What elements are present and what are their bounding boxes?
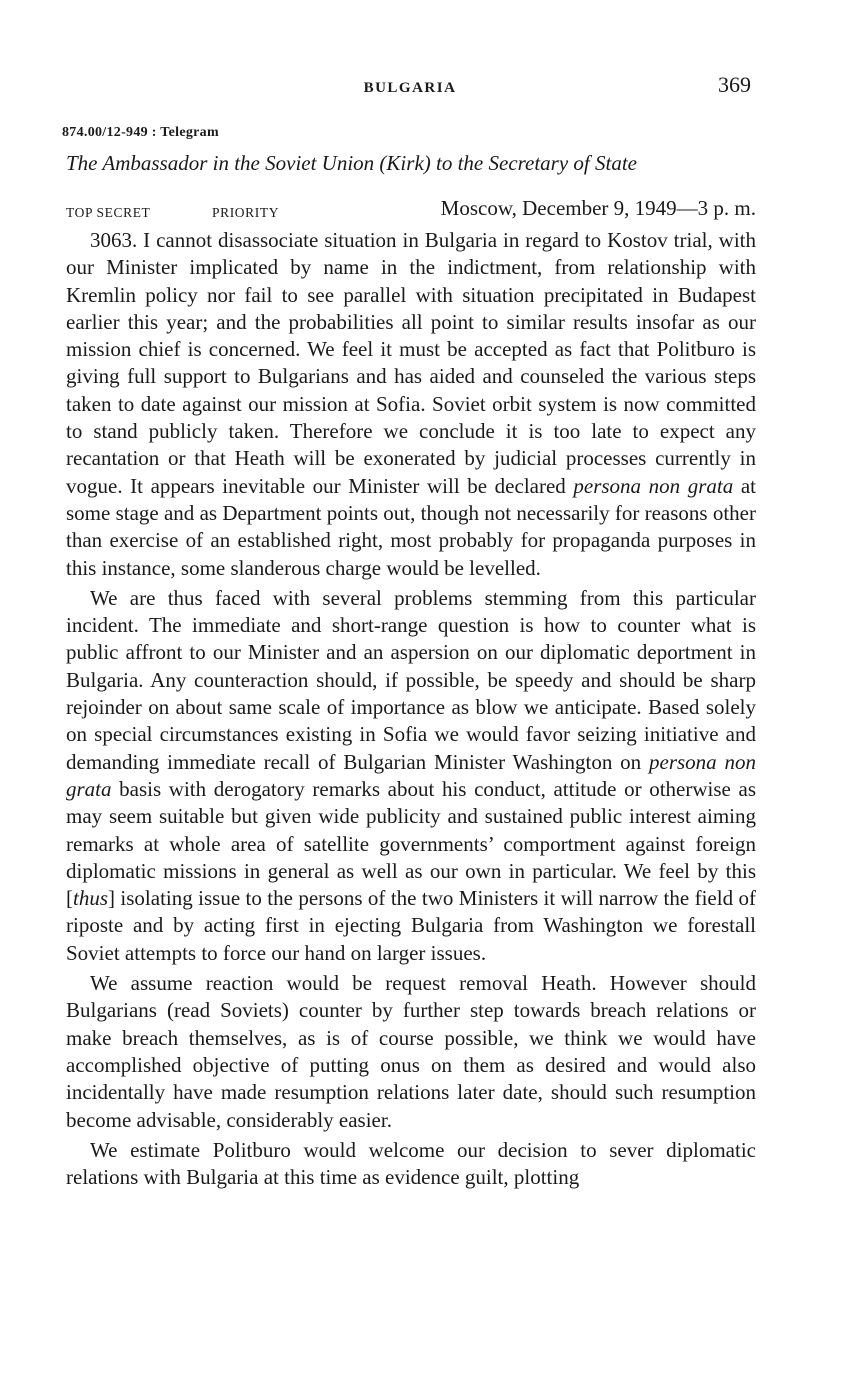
file-reference: 874.00/12-949 : Telegram (62, 125, 219, 140)
running-head (0, 72, 861, 102)
paragraph-1-text: 3063. I cannot disassociate situation in Bulgaria in regard to Kostov trial, with our Minister implicated by name in the indictment, from relationship with Kremlin policy nor fail to see parallel with situation precipitated in Budapest earlier this year; and the probabilities all point to similar results insofar as our mission chief is concerned. We feel it must be accepted as fact that Politburo is giving full support to Bulgarians and has aided and counseled the various steps taken to date against our mission at Sofia. Soviet orbit system is now committed to stand publicly taken. Therefore we conclude it is too late to expect any recantation or that Heath will be exonerated by judicial processes currently in vogue. It appears inevitable our Minister will be declared (66, 228, 756, 498)
telegram-body (66, 227, 756, 1194)
paragraph-2-text: We are thus faced with several problems stemming from this particular incident. The immediate and short-range question is how to counter what is public affront to our Minister and an aspersion on our diplomatic deportment in Bulgaria. Any counteraction should, if possible, be speedy and should be sharp rejoinder on about same scale of importance as blow we anticipate. Based solely on special circumstances existing in Sofia we would favor seizing initiative and demanding immediate recall of Bulgarian Minister Washington on (66, 585, 756, 774)
paragraph-2-italic: persona non grata (66, 749, 756, 801)
document-title: The Ambassador in the Soviet Union (Kirk) to the Secretary of State (66, 151, 637, 175)
paragraph-3: We assume reaction would be request removal Heath. However should Bulgarians (read Soviets) counter by further step towards breach relations or make breach themselves, as is of course possible, we think we would have accomplished objective of putting onus on them as desired and would also incidentally have made resumption relations later date, should such resumption become advisable, considerably easier. (66, 971, 756, 1132)
page-number: 369 (718, 72, 751, 97)
paragraph-1-end: at some stage and as Department points out, though not necessarily for reasons other than exercise of an established right, most probably for propaganda purposes in this instance, some slanderous charge would be levelled. (66, 473, 756, 580)
paragraph-2-end: ] isolating issue to the persons of the two Ministers it will narrow the field of riposte and by acting first in ejecting Bulgaria from Washington we forestall Soviet attempts to force our hand on larger issues. (66, 886, 756, 965)
paragraph-4: We estimate Politburo would welcome our decision to sever diplomatic relations with Bulgaria at this time as evidence guilt, plotting (66, 1137, 756, 1190)
running-title: BULGARIA (363, 80, 457, 96)
paragraph-2-sic: thus (73, 886, 109, 911)
place-date: Moscow, December 9, 1949—3 p. m. (440, 196, 756, 220)
paragraph-1 (66, 227, 756, 582)
paragraph-1-italic: persona non grata (573, 473, 734, 498)
classification-label: TOP SECRET (66, 205, 151, 220)
priority-label: PRIORITY (212, 205, 280, 220)
paragraph-2 (66, 585, 756, 967)
paragraph-2-mid: basis with derogatory remarks about his conduct, attitude or otherwise as may seem suitable but given wide publicity and sustained public interest aiming remarks at whole area of satellite governments’ comportment against foreign diplomatic missions in general as well as our own in particular. We feel by this [ (66, 776, 756, 911)
dateline (66, 196, 756, 226)
